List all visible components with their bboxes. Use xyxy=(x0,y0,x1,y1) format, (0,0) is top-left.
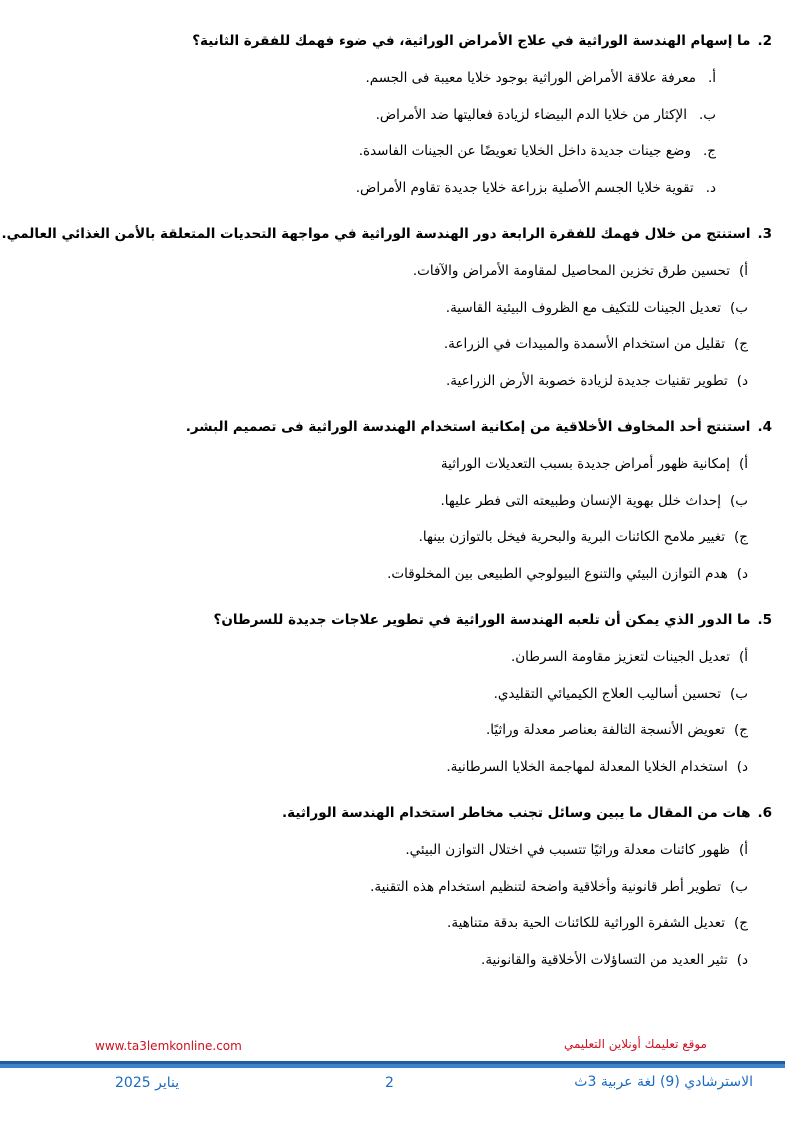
option-label: ب) xyxy=(730,685,748,702)
questions-area xyxy=(1,22,772,987)
option-label: د. xyxy=(705,179,716,196)
option-text: تعديل الجينات للتكيف مع الظروف البيئية القاسية. xyxy=(445,299,722,316)
option-text: هدم التوازن البيئي والتنوع البيولوجي الطبيعى بين المخلوقات. xyxy=(387,565,728,582)
document-title: الاسترشادي (9) لغة عربية 3ث xyxy=(574,1074,753,1090)
question-header xyxy=(22,601,772,639)
answer-option xyxy=(22,290,772,327)
option-text: إحداث خلل بهوية الإنسان وطبيعته التى فطر عليها. xyxy=(440,492,722,509)
option-label: أ) xyxy=(738,456,748,472)
option-label: ب) xyxy=(730,299,748,316)
answer-option xyxy=(22,639,772,676)
option-text: تحسين أساليب العلاج الكيميائي التقليدي. xyxy=(493,685,722,702)
option-label: ج. xyxy=(702,143,716,159)
option-label: ب. xyxy=(698,106,716,123)
question-number: 6. xyxy=(757,805,772,821)
answer-option xyxy=(22,749,772,786)
option-label: د) xyxy=(736,758,748,775)
question-text: ما الدور الذي يمكن أن تلعبه الهندسة الوراثية في تطوير علاجات جديدة للسرطان؟ xyxy=(213,612,751,628)
answer-option xyxy=(22,253,772,290)
question-text: استنتج من خلال فهمك للفقرة الرابعة دور الهندسة الوراثية في مواجهة التحديات المتعلقة بالأمن الغذائي العالمي. xyxy=(1,226,751,242)
footer-date: يناير 2025 xyxy=(115,1075,180,1091)
option-label: أ) xyxy=(738,649,748,665)
option-text: تقليل من استخدام الأسمدة والمبيدات في الزراعة. xyxy=(443,336,726,352)
answer-option xyxy=(22,676,772,713)
option-label: أ) xyxy=(738,842,748,858)
question-header xyxy=(22,408,772,446)
option-text: تغيير ملامح الكائنات البرية والبحرية فيخل بالتوازن بينها. xyxy=(418,529,726,545)
question-header xyxy=(22,22,772,60)
question-number: 3. xyxy=(757,226,772,242)
option-label: ج) xyxy=(734,915,748,931)
page-number: 2 xyxy=(385,1075,394,1091)
question-text: استنتج أحد المخاوف الأخلاقية من إمكانية استخدام الهندسة الوراثية فى تصميم البشر. xyxy=(185,419,751,435)
option-label: ب) xyxy=(730,878,748,895)
option-text: معرفة علاقة الأمراض الوراثية بوجود خلايا معيبة فى الجسم. xyxy=(365,70,696,86)
website-url[interactable]: www.ta3lemkonline.com xyxy=(95,1039,242,1053)
option-text: وضع جينات جديدة داخل الخلايا تعويضًا عن الجينات الفاسدة. xyxy=(358,143,691,159)
option-text: تطوير أطر قانونية وأخلاقية واضحة لتنظيم استخدام هذه التقنية. xyxy=(370,878,722,895)
option-text: تطوير تقنيات جديدة لزيادة خصوبة الأرض الزراعية. xyxy=(445,372,728,389)
question-number: 4. xyxy=(757,419,772,435)
answer-option xyxy=(22,712,772,749)
option-text: استخدام الخلايا المعدلة لمهاجمة الخلايا السرطانية. xyxy=(446,758,728,775)
option-text: تعديل الجينات لتعزيز مقاومة السرطان. xyxy=(510,649,730,665)
option-label: أ. xyxy=(707,70,716,86)
answer-option xyxy=(22,832,772,869)
option-text: تقوية خلايا الجسم الأصلية بزراعة خلايا جديدة تقاوم الأمراض. xyxy=(355,179,694,196)
question-block-5 xyxy=(22,601,772,785)
answer-option xyxy=(22,97,772,134)
question-header xyxy=(22,794,772,832)
question-block-2 xyxy=(22,22,772,206)
answer-option xyxy=(22,519,772,556)
option-label: د) xyxy=(736,951,748,968)
option-label: د) xyxy=(736,372,748,389)
option-text: الإكثار من خلايا الدم البيضاء لزيادة فعاليتها ضد الأمراض. xyxy=(375,106,687,123)
answer-option xyxy=(22,556,772,593)
question-block-6 xyxy=(22,794,772,978)
answer-option xyxy=(22,446,772,483)
option-text: ظهور كائنات معدلة وراثيًا تتسبب في اختلال التوازن البيئي. xyxy=(405,842,730,858)
footer-divider-rule xyxy=(0,1061,785,1068)
option-text: تثير العديد من التساؤلات الأخلاقية والقانونية. xyxy=(481,951,728,968)
answer-option xyxy=(22,483,772,520)
question-header xyxy=(1,215,772,253)
option-label: د) xyxy=(736,565,748,582)
question-block-3 xyxy=(1,215,772,399)
question-number: 2. xyxy=(757,33,772,49)
answer-option xyxy=(22,170,772,207)
question-text: هات من المقال ما يبين وسائل تجنب مخاطر استخدام الهندسة الوراثية. xyxy=(282,805,751,821)
option-text: تحسين طرق تخزين المحاصيل لمقاومة الأمراض والآفات. xyxy=(412,263,730,279)
option-label: ج) xyxy=(734,529,748,545)
option-text: إمكانية ظهور أمراض جديدة بسبب التعديلات الوراثية xyxy=(440,456,730,472)
answer-option xyxy=(22,905,772,942)
answer-option xyxy=(22,60,772,97)
question-block-4 xyxy=(22,408,772,592)
answer-option xyxy=(22,133,772,170)
answer-option xyxy=(22,363,772,400)
option-label: ج) xyxy=(734,722,748,738)
option-label: ج) xyxy=(734,336,748,352)
option-text: تعديل الشفرة الوراثية للكائنات الحية بدقة متناهية. xyxy=(447,915,726,931)
option-text: تعويض الأنسجة التالفة بعناصر معدلة وراثيًا. xyxy=(486,722,726,738)
question-text: ما إسهام الهندسة الوراثية في علاج الأمراض الوراثية، في ضوء فهمك للفقرة الثانية؟ xyxy=(192,33,751,49)
answer-option xyxy=(22,326,772,363)
question-number: 5. xyxy=(757,612,772,628)
answer-option xyxy=(22,869,772,906)
answer-option xyxy=(22,942,772,979)
site-name: موقع تعليمك أونلاين التعليمي xyxy=(563,1037,707,1051)
option-label: أ) xyxy=(738,263,748,279)
option-label: ب) xyxy=(730,492,748,509)
